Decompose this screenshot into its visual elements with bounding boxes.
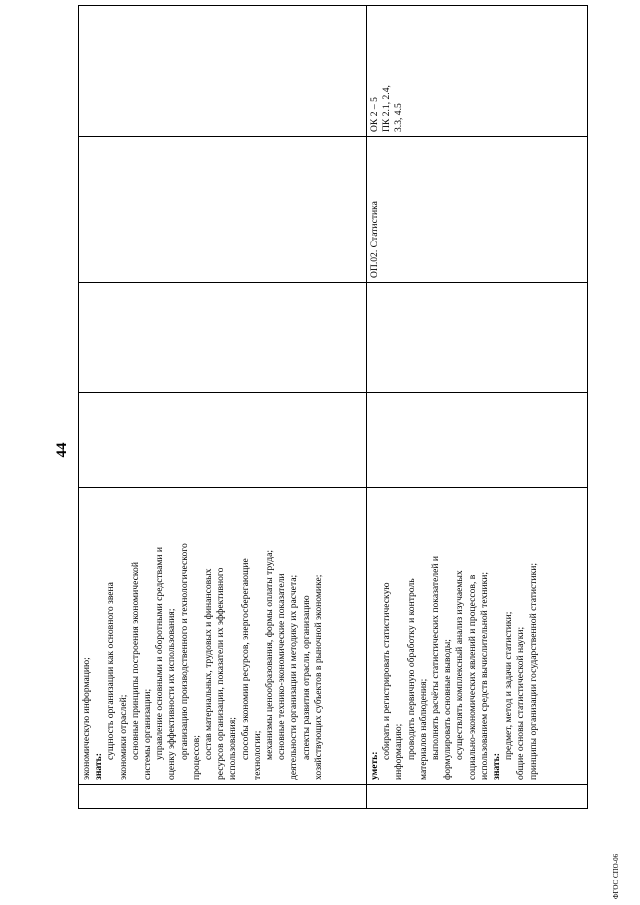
discipline-cell [367,137,588,283]
text-line: общие основы статистической науки; [515,626,527,780]
table-row [79,6,367,809]
text-line: способы экономии ресурсов, энергосберегающие [239,558,251,760]
text-line: процессов; [190,735,202,780]
text-line: ресурсов организации, показатели их эффективного [215,567,227,780]
text-line: основные принципы построения экономической [129,562,141,760]
footer-code: ФГОС СПО-06 [612,853,620,899]
competence-line: 3.3, 4.5 [393,103,405,132]
discipline-cell [79,137,367,283]
competence-line: ОК 2 – 5 [369,97,380,132]
text-line: механизмы ценообразования, формы оплаты труда; [264,549,276,760]
hours-class-cell [367,283,588,393]
requirements-text [369,492,540,780]
index-cell [367,785,588,809]
index-cell [79,785,367,809]
text-line: проводить первичную обработку и контроль [405,578,417,760]
text-line: экономическую информацию; [81,657,92,780]
text-line: выполнять расчёты статистических показателей и [430,555,442,760]
text-line: технологии; [251,730,263,780]
text-line: системы организации; [142,688,154,780]
requirements-cell [367,488,588,785]
text-line: основные технико-экономические показатели [276,573,288,760]
requirements-text [81,492,325,780]
text-line: хозяйствующих субъектов в рыночной экономике; [312,574,324,780]
section-heading: знать: [93,753,105,780]
curriculum-table [78,5,588,809]
text-line: социально-экономических явлений и процессов, в [466,574,478,780]
text-line: управление основными и оборотными средствами и [154,546,166,760]
competence-line: ПК 2.1, 2.4, [381,85,393,132]
text-line: осуществлять комплексный анализ изучаемых [454,570,466,760]
text-line: аспекты развития отрасли, организацию [300,595,312,760]
hours-max-cell [367,393,588,488]
discipline-name: ОП.02. Статистика [369,201,380,278]
competences-cell [79,6,367,137]
text-line: использования; [227,717,239,780]
text-line: экономики отраслей; [117,694,129,780]
page-number: 44 [54,442,70,458]
text-line: формулировать основные выводы; [442,639,454,780]
text-line: использованием средств вычислительной техники; [478,571,490,780]
section-heading: знать: [491,753,503,780]
competences-cell [367,6,588,137]
hours-max-cell [79,393,367,488]
text-line: организацию производственного и технологического [178,543,190,760]
text-line: материалов наблюдения; [417,678,429,780]
text-line: предмет, метод и задачи статистики; [503,611,515,760]
text-line: сущность организации как основного звена [105,582,117,760]
text-line: деятельности организации и методику их расчета; [288,574,300,780]
text-line: информацию; [393,723,405,780]
section-heading: уметь: [369,751,380,780]
text-line: оценку эффективности их использования; [166,608,178,780]
hours-class-cell [79,283,367,393]
text-line: состав материальных, трудовых и финансовых [203,568,215,760]
requirements-cell [79,488,367,785]
text-line: собирать и регистрировать статистическую [381,582,393,760]
text-line: принципы организации государственной статистики; [527,562,539,780]
table-row [367,6,588,809]
